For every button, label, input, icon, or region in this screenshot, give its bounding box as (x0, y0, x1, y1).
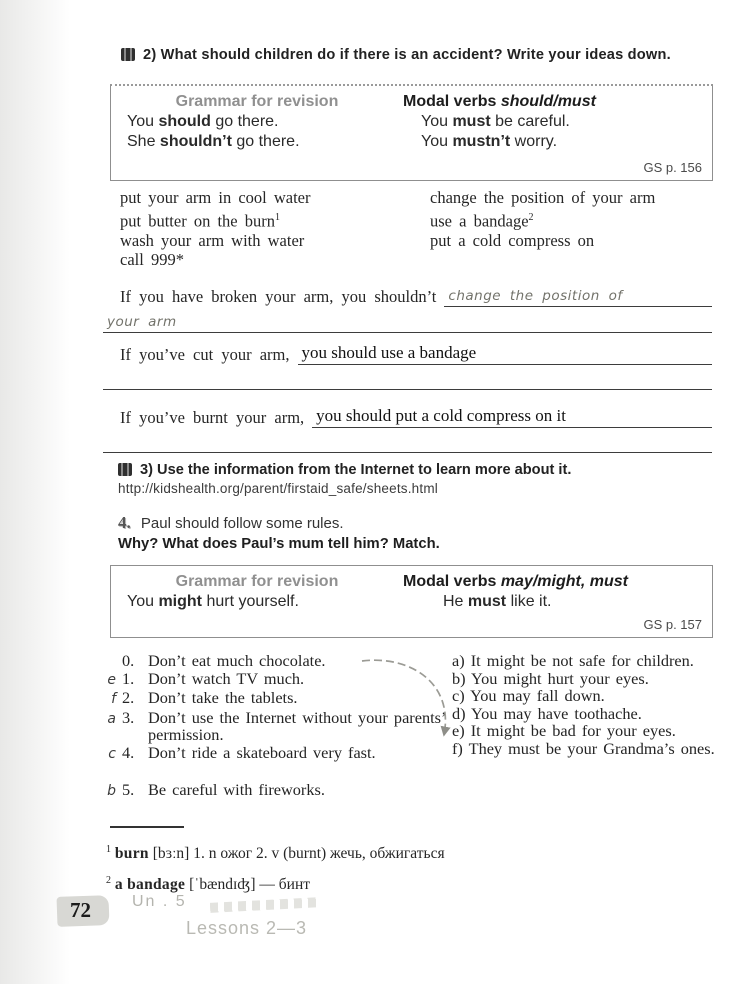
match-option-c: c) You may fall down. (452, 686, 605, 706)
exercise-4 (118, 513, 718, 552)
exercise-4-text: Paul should follow some rules. (140, 515, 344, 532)
handwritten-answer: your arm (107, 314, 177, 330)
match-item-0: 0. Don’t eat much chocolate. (122, 651, 326, 670)
options-right-column (430, 188, 712, 270)
exercise-3-heading (118, 462, 718, 478)
handwritten-match-letter: e (107, 671, 116, 688)
options-left-column (120, 188, 430, 270)
fill-line-burnt-arm (103, 398, 712, 428)
fill-line-continuation (103, 307, 712, 333)
answer-blank (298, 343, 713, 365)
grammar-example-row: You should go there. You must be careful. (127, 113, 570, 130)
exercise-2-number: 2) (143, 47, 157, 63)
matching-exercise (100, 652, 718, 820)
option-item: change the position of your arm (430, 188, 656, 207)
match-option-a: a) It might be not safe for children. (452, 651, 694, 670)
grammar-box-title (111, 93, 712, 111)
empty-answer-line (103, 365, 712, 390)
fill-in-section (103, 283, 712, 453)
match-option-b: b) You might hurt your eyes. (452, 668, 649, 688)
answer-blank (312, 406, 712, 428)
grammar-box-should-must (110, 84, 713, 181)
option-item: put your arm in cool water (120, 188, 311, 207)
fill-line-cut-arm (103, 335, 712, 365)
exercise-4-intro (118, 513, 718, 533)
exercise-3-text: Use the information from the Internet to learn more about it. (157, 462, 572, 478)
empty-answer-line (103, 428, 712, 453)
answer-blank (103, 311, 712, 333)
grammar-box-title (111, 573, 712, 591)
match-item-2: f 2. Don’t take the tablets. (100, 689, 452, 709)
grammar-reference: GS p. 157 (643, 617, 702, 632)
fill-prompt: If you’ve burnt your arm, (120, 408, 305, 427)
handwritten-match-letter: a (107, 710, 116, 727)
option-item: put a cold compress on (430, 230, 595, 250)
written-answer: you should use a bandage (301, 343, 477, 362)
exercise-3-number: 3) (140, 462, 153, 478)
exercise-4-question: Why? What does Paul’s mum tell him? Match. (118, 536, 440, 552)
grammar-for-revision-label: Grammar for revision (175, 93, 339, 110)
exercise-2-heading (121, 47, 721, 63)
match-option-e: e) It might be bad for your eyes. (452, 721, 676, 741)
match-item-1: e 1. Don’t watch TV much. (100, 670, 452, 690)
match-right-column (452, 652, 718, 800)
footnote-divider (110, 826, 184, 828)
grammar-reference: GS p. 156 (643, 160, 702, 175)
notebook-icon (118, 463, 132, 476)
resource-url[interactable]: http://kidshealth.org/parent/firstaid_safe/sheets.html (118, 481, 438, 496)
written-answer: you should put a cold compress on it (316, 406, 566, 425)
answer-blank (444, 285, 712, 307)
notebook-icon (121, 48, 135, 61)
handwritten-match-letter: c (108, 745, 116, 762)
grammar-box-may-might-must (110, 565, 713, 638)
faint-scribble (210, 897, 320, 913)
option-item: use a bandage$^2$ (430, 211, 534, 230)
match-item-3: a 3. Don’t use the Internet without your parents’ permission. (100, 709, 452, 744)
match-option-d: d) You may have toothache. (452, 703, 642, 723)
handwritten-match-letter: b (107, 782, 116, 799)
lessons-label: Lessons 2—3 (186, 918, 308, 938)
footnote-burn: $^1$ burn [bɜːn] 1. n ожог 2. v (burnt) жечь, обжигаться (106, 844, 445, 863)
grammar-for-revision-label: Grammar for revision (175, 573, 339, 590)
option-item: call 999* (120, 250, 184, 269)
match-left-column (100, 652, 452, 800)
fill-prompt: If you’ve cut your arm, (120, 345, 290, 364)
exercise-3 (118, 462, 718, 496)
fill-prompt: If you have broken your arm, you shouldn’t (120, 287, 437, 306)
handwritten-match-letter: f (111, 691, 116, 708)
option-item: wash your arm with water (120, 230, 305, 250)
match-option-f: f) They must be your Grandma’s ones. (452, 738, 715, 758)
grammar-example-row: She shouldn’t go there. You mustn’t worry. (127, 133, 558, 150)
first-aid-options (120, 188, 712, 270)
exercise-2-text: What should children do if there is an accident? Write your ideas down. (160, 47, 671, 63)
match-item-4: c 4. Don’t ride a skateboard very fast. (100, 744, 452, 764)
match-item-5: b 5. Be careful with fireworks. (100, 781, 452, 801)
modal-verbs-title: Modal verbs should/must (403, 93, 596, 110)
option-item: put butter on the burn$^1$ (120, 211, 280, 230)
unit-label: Un . 5 (132, 893, 187, 910)
fill-line-broken-arm (103, 283, 712, 307)
modal-verbs-title: Modal verbs may/might, must (403, 573, 628, 590)
grammar-example-row: You might hurt yourself. He must like it. (127, 593, 552, 610)
footnotes (106, 836, 666, 898)
handwritten-answer: change the position of (448, 288, 623, 304)
page-number: 72 (70, 898, 91, 922)
exercise-4-number: 4. (118, 513, 131, 532)
footnote-bandage: $^2$ a bandage [ˈbændɪʤ] — бинт (106, 875, 311, 894)
